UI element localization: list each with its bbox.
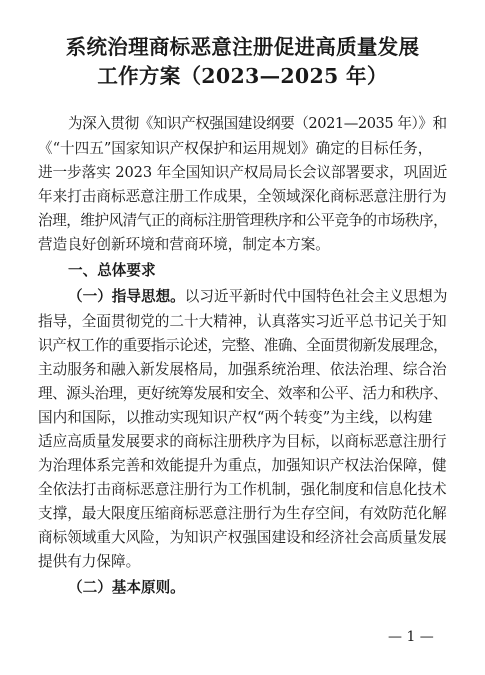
guiding-line: 全依法打击商标恶意注册行为工作机制，强化制度和信息化技术	[38, 481, 447, 498]
basic-principles-heading: （二）基本原则。	[68, 579, 185, 596]
guiding-thought-heading: （一）指导思想。	[68, 288, 185, 305]
guiding-first-line	[68, 287, 447, 307]
document-title-line-2: 工作方案（2023—2025 年）	[97, 64, 388, 88]
guiding-line: 提供有力保障。	[38, 553, 141, 570]
intro-line-6: 营造良好创新环境和营商环境，制定本方案。	[38, 236, 330, 253]
guiding-line: 主动服务和融入新发展格局，加强系统治理、依法治理、综合治	[38, 361, 447, 378]
intro-line-1: 为深入贯彻《知识产权强国建设纲要（2021—2035 年）》和	[68, 115, 447, 132]
intro-line-2: 《“十四五”国家知识产权保护和运用规划》确定的目标任务，	[38, 140, 433, 157]
document-title-line-1: 系统治理商标恶意注册促进高质量发展	[65, 35, 420, 59]
intro-line-3: 进一步落实 2023 年全国知识产权局局长会议部署要求，巩固近	[38, 164, 448, 181]
guiding-line: 支撑，最大限度压缩商标恶意注册行为生存空间，有效防范化解	[38, 505, 447, 522]
guiding-line: 国内和国际，以推动实现知识产权“两个转变”为主线，以构建	[38, 409, 433, 426]
page-number: — 1 —	[388, 629, 434, 645]
section-heading-general-requirements: 一、总体要求	[68, 262, 156, 279]
intro-line-5: 治理，维护风清气正的商标注册管理秩序和公平竞争的市场秩序，	[38, 212, 448, 229]
guiding-line: 识产权工作的重要指示论述，完整、准确、全面贯彻新发展理念，	[38, 337, 448, 354]
guiding-line: 为治理体系完善和效能提升为重点，加强知识产权法治保障，健	[38, 457, 447, 474]
guiding-line: 指导，全面贯彻党的二十大精神，认真落实习近平总书记关于知	[38, 313, 447, 330]
guiding-line: 商标领域重大风险，为知识产权强国建设和经济社会高质量发展	[38, 529, 447, 546]
guiding-first-line-text: 以习近平新时代中国特色社会主义思想为	[184, 288, 448, 305]
guiding-line: 适应高质量发展要求的商标注册秩序为目标，以商标恶意注册行	[38, 433, 447, 450]
intro-line-4: 年来打击商标恶意注册工作成果，全领域深化商标恶意注册行为	[38, 188, 447, 205]
guiding-line: 理、源头治理，更好统筹发展和安全、效率和公平、活力和秩序、	[38, 385, 448, 402]
